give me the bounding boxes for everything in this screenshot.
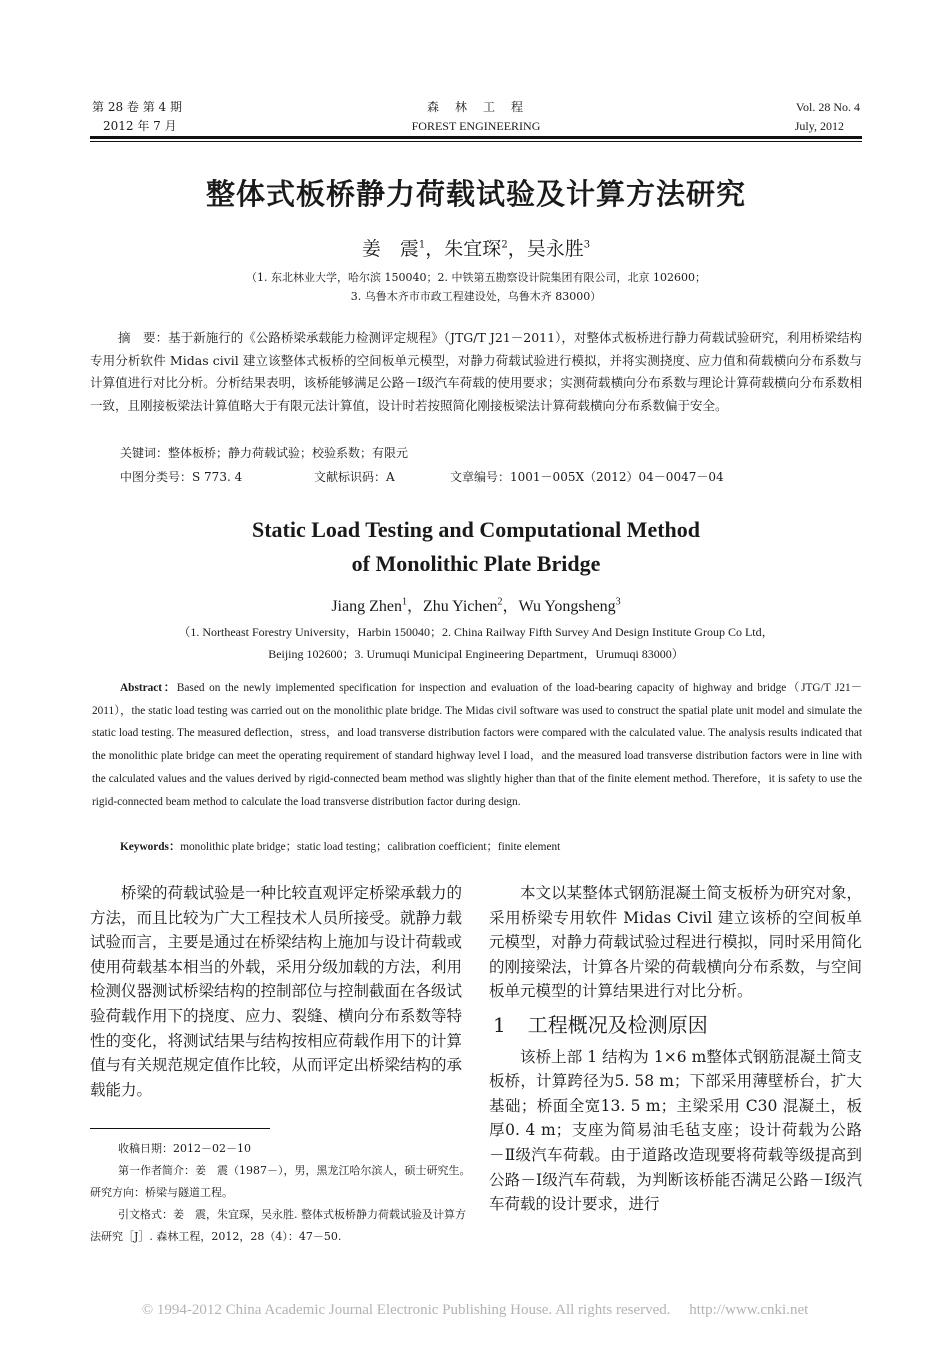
header-date-en: July, 2012 [794,119,844,133]
section-1-number: 1 [493,1012,506,1037]
body-right-paragraph-1: 本文以某整体式钢筋混凝土简支板桥为研究对象，采用桥梁专用软件 Midas Civil 建立该桥的空间板单元模型，对静力荷载试验过程进行模拟，同时采用简化的刚接梁法，计算各片梁的荷载横向分布系数，与空间板单元模型的计算结果进行对比分析。 [489,884,862,1001]
header-volume-issue: 第 28 卷 第 4 期 [92,100,182,114]
author-en-1: Jiang Zhen$^1$ [331,596,407,615]
body-left-paragraph: 桥梁的荷载试验是一种比较直观评定桥梁承载力的方法，而且比较为广大工程技术人员所接受。就静力载试验而言，主要是通过在桥梁结构上施加与设计荷载或使用荷载基本相当的外载，采用分级加载的方法，利用检测仪器测试桥梁结构的控制部位与控制截面在各级试验荷载作用下的挠度、应力、裂缝、横向分布系数等特性的变化，将测试结果与结构按相应荷载作用下的计算值与有关规范规定值作比较，从而评定出桥梁结构的承载能力。 [90,884,463,1099]
header-rule-thin [90,141,862,142]
keywords-en-text: monolithic plate bridge；static load testing；calibration coefficient；finite element [180,841,561,853]
authors-cn: 姜 震$^1$，朱宜琛$^2$，吴永胜$^3$ [361,238,591,260]
footnotes [90,1138,474,1248]
header-rule-thick [90,136,862,139]
keywords-en-label: Keywords： [120,841,181,853]
title-cn: 整体式板桥静力荷载试验及计算方法研究 [205,177,746,211]
footnote-rule [90,1128,270,1129]
keywords-cn: 关键词：整体板桥；静力荷载试验；校验系数；有限元 [120,446,409,460]
author-cn-1: 姜 震$^1$ [361,238,426,260]
title-en-line1: Static Load Testing and Computational Method [251,517,701,542]
title-en-line2: of Monolithic Plate Bridge [351,551,601,576]
affiliation-en-line2: Beijing 102600；3. Urumuqi Municipal Engineering Department，Urumuqi 83000） [268,647,684,661]
author-cn-2: 朱宜琛$^2$ [444,238,508,260]
affiliation-cn-line2: 3. 乌鲁木齐市市政工程建设处，乌鲁木齐 83000） [350,290,602,303]
footnote-citation: 引文格式：姜 震，朱宜琛，吴永胜. 整体式板桥静力荷载试验及计算方法研究［J］. 森林工程，2012，28（4）：47－50. [90,1208,466,1243]
affiliation-cn-line1: （1. 东北林业大学，哈尔滨 150040；2. 中铁第五勘察设计院集团有限公司，北京 102600； [246,271,706,284]
affiliation-en-line1: （1. Northeast Forestry University，Harbin 150040；2. China Railway Fifth Survey And Design Institute Group Co Ltd， [178,625,774,639]
body-left-column [90,881,462,1102]
header-journal-en: FOREST ENGINEERING [411,119,541,133]
section-1-heading [493,1013,862,1038]
header-date-cn: 2012 年 7 月 [103,119,177,133]
header-journal-cn: 森 林 工 程 [426,100,525,114]
abstract-en [92,677,862,813]
header-volume-en: Vol. 28 No. 4 [795,100,860,114]
article-number: 文章编号：1001－005X（2012）04－0047－04 [450,470,724,484]
abstract-cn-text: 基于新施行的《公路桥梁承载能力检测评定规程》（JTG/T J21－2011），对整体式板桥进行静力荷载试验研究，利用桥梁结构专用分析软件 Midas civil 建立该整体式板桥的空间板单元模型，对静力荷载试验进行模拟，并将实测挠度、应力值和荷载横向分布系数与计算值进行对比分析。分析结果表明，该桥能够满足公路－Ⅰ级汽车荷载的使用要求；实测荷载横向分布系数与理论计算荷载横向分布系数相一致，且刚接板梁法计算值略大于有限元法计算值，设计时若按照简化刚接板梁法计算荷载横向分布系数偏于安全。 [90,330,862,413]
clc-number: 中图分类号：S 773. 4 [120,470,243,484]
author-en-3: Wu Yongsheng$^3$ [518,596,621,615]
abstract-en-label: Abstract： [120,682,177,694]
keywords-en [92,836,862,859]
authors-en: Jiang Zhen$^1$，Zhu Yichen$^2$，Wu Yongsheng$^3$ [331,596,621,615]
footnote-received: 收稿日期：2012－02－10 [118,1142,251,1155]
abstract-cn-label: 摘 要： [118,330,169,345]
abstract-cn [90,327,862,417]
abstract-en-text: Based on the newly implemented specification for inspection and evaluation of the load-bearing capacity of highway and bridge（JTG/T J21－2011），the static load testing was carried out on the monolithic plate bridge. The Midas civil software was used to construct the spatial plate unit model and simulate the static load testing. The measured deflection，stress，and load transverse distribution factors were compared with the calculated value. The analysis results indicated that the monolithic plate bridge can meet the operating requirement of standard highway level I load，and the measured load transverse distribution factors were in line with the calculated values and the values derived by rigid-connected beam method was slightly higher than that of the finite element method. Therefore，it is safety to use the rigid-connected beam method to calculate the load transverse distribution factor during design. [92,682,862,808]
body-right-paragraph-2: 该桥上部 1 结构为 1×6 m整体式钢筋混凝土简支板桥，计算跨径为5. 58 m；下部采用薄壁桥台，扩大基础；桥面全宽13. 5 m；主梁采用 C30 混凝土，板厚0. 4 m；支座为简易油毛毡支座；设计荷载为公路－Ⅱ级汽车荷载。由于道路改造现要将荷载等级提高到公路－Ⅰ级汽车荷载，为判断该桥能否满足公路－Ⅰ级汽车荷载的设计要求，进行 [489,1047,862,1214]
copyright-notice: © 1994-2012 China Academic Journal Electronic Publishing House. All rights reserved. http://www.cnki.net [141,1302,809,1318]
footnote-author-intro: 第一作者简介：姜 震（1987－），男，黑龙江哈尔滨人，硕士研究生。研究方向：桥梁与隧道工程。 [90,1164,471,1199]
author-en-2: Zhu Yichen$^2$ [423,596,503,615]
document-code: 文献标识码：A [314,470,395,484]
section-1-title: 工程概况及检测原因 [527,1012,708,1037]
body-right-column [489,881,862,1217]
author-cn-3: 吴永胜$^3$ [526,238,591,260]
